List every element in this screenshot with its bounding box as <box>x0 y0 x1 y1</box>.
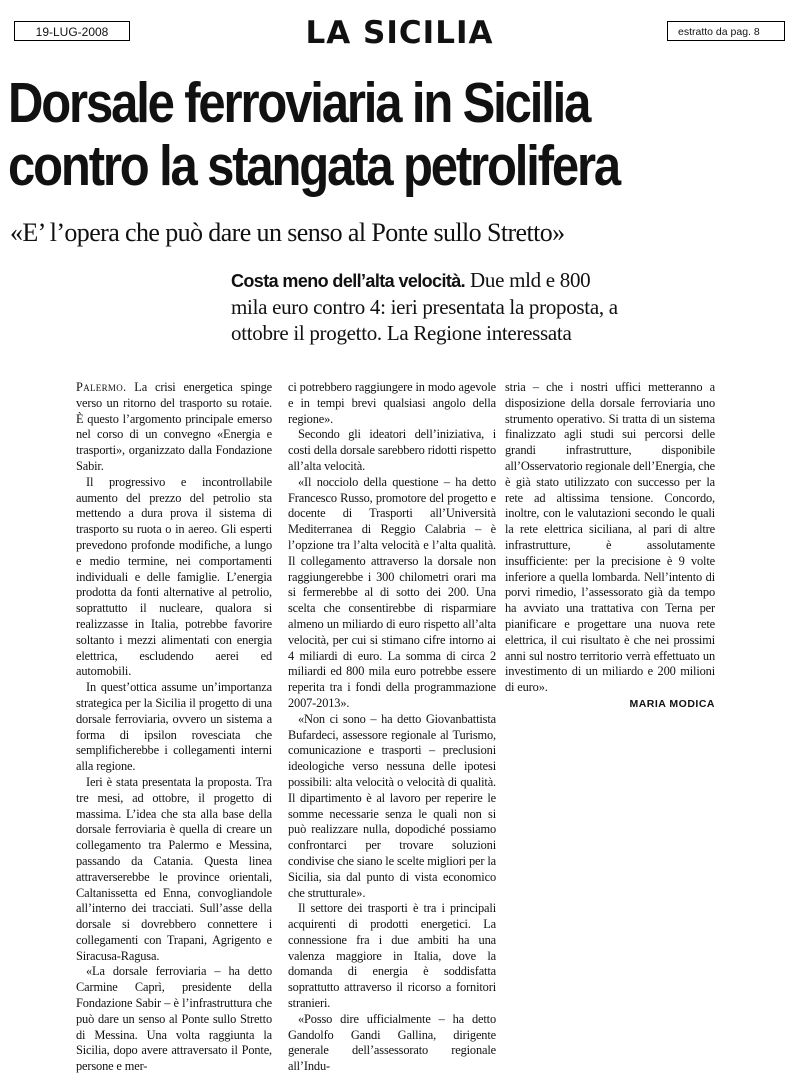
headline-line-2: contro la stangata petrolifera <box>8 134 620 198</box>
paragraph: In quest’ottica assume un’importanza strategica per la Sicilia il progetto di una dorsale ferroviaria, ovvero un sistema a forma di ipsilon rovesciata che semplificherebbe i collegamenti interni alla regione. <box>76 680 272 774</box>
headline <box>8 72 683 198</box>
summary-lead: Costa meno dell’alta velocità. <box>231 271 466 291</box>
article-column-2 <box>288 380 496 1075</box>
page-extract-box: estratto da pag. 8 <box>667 21 785 41</box>
date-box: 19-LUG-2008 <box>14 21 130 41</box>
article-column-3 <box>505 380 715 713</box>
subtitle: «E’ l’opera che può dare un senso al Ponte sullo Stretto» <box>10 218 565 247</box>
paragraph-text: La crisi energetica spinge verso un ritorno del trasporto su rotaie. È questo l’argomento principale emerso nel corso di un convegno «Energia e trasporti», organizzato dalla Fondazione Sabir. <box>76 380 272 473</box>
newspaper-masthead: LA SICILIA <box>305 15 494 51</box>
paragraph: ci potrebbero raggiungere in modo agevole e in tempi brevi qualsiasi angolo della regione». <box>288 380 496 426</box>
author-byline: MARIA MODICA <box>629 697 715 710</box>
summary-text: Due mld e 800 mila euro contro 4: ieri presentata la proposta, a ottobre il progetto. La Regione interessata <box>231 268 618 345</box>
paragraph: Il settore dei trasporti è tra i principali acquirenti di prodotti energetici. La connessione fra i due ambiti ha una valenza maggiore in Italia, dove la domanda di energia è soddisfatta soprattutto attraverso il ricorso a fornitori stranieri. <box>288 901 496 1011</box>
paragraph: «La dorsale ferroviaria – ha detto Carmine Caprì, presidente della Fondazione Sabir – è l’infrastruttura che può dare un senso al Ponte sullo Stretto di Messina. Una volta raggiunta la Sicilia, dopo avere attraversato il Ponte, persone e mer- <box>76 964 272 1074</box>
paragraph: Il progressivo e incontrollabile aumento del prezzo del petrolio sta mettendo a dura prova il sistema di trasporto su ruota o in aereo. Gli esperti prevedono profonde modifiche, a lungo e medio termine, nei comportamenti individuali e delle famiglie. L’energia prodotta da fonti alternative al petrolio, soprattutto il nucleare, qualora si realizzasse in Italia, potrebbe favorire soltanto i mezzi alimentati con energia elettrica, escludendo aerei ed automobili. <box>76 474 272 679</box>
paragraph <box>76 380 272 475</box>
paragraph: Secondo gli ideatori dell’iniziativa, i costi della dorsale sarebbero ridotti rispetto all’alta velocità. <box>288 427 496 473</box>
paragraph: stria – che i nostri uffici metteranno a disposizione della dorsale ferroviaria uno strumento operativo. Si tratta di un sistema finalizzato agli studi sui percorsi delle grandi infrastrutture, disponibile all’Osservatorio regionale dell’Energia, che è già stato utilizzato con successo per la rete ad altissima tensione. Concordo, inoltre, con le valutazioni secondo le quali la rete elettrica siciliana, al pari di altre infrastrutture, è assolutamente insufficiente: per la precisione è 9 volte inferiore a quella lombarda. Nell’intento di porvi rimedio, l’assessorato già da tempo ha avviato una trattativa con Terna per pianificare e progettare una nuova rete elettrica, il cui risultato è che nei prossimi anni sul nostro territorio verrà effettuato un investimento di un miliardo e 200 milioni di euro». <box>505 380 715 695</box>
paragraph: «Non ci sono – ha detto Giovanbattista Bufardeci, assessore regionale al Turismo, comunicazione e trasporti – preclusioni ideologiche verso nessuna delle ipotesi possibili: alta velocità o velocità di qualità. Il dipartimento è al lavoro per reperire le somme necessarie senza le quali non si può realizzare nulla, dopodiché possiamo confrontarci per trovare soluzioni condivise che siano le scelte migliori per la Sicilia, sia dal punto di vista economico che strutturale». <box>288 711 496 900</box>
summary <box>231 267 631 346</box>
article-column-1 <box>76 380 272 1075</box>
headline-line-1: Dorsale ferroviaria in Sicilia <box>8 71 590 135</box>
paragraph: Ieri è stata presentata la proposta. Tra tre mesi, ad ottobre, il progetto di massima. L’idea che sta alla base della dorsale ferroviaria è quella di creare un collegamento tra Palermo e Messina, passando da Catania. Questa linea attraverserebbe le province orientali, Caltanissetta ed Enna, convogliandole all’interno dei tracciati. Sull’asse della dorsale si dovrebbero connettere i collegamenti con Trapani, Agrigento e Siracusa-Ragusa. <box>76 774 272 963</box>
paragraph: «Il nocciolo della questione – ha detto Francesco Russo, promotore del progetto e docente di Trasporti all’Università Mediterranea di Reggio Calabria – è l’opzione tra l’alta velocità e l’alta qualità. Il collegamento attraverso la dorsale non raggiungerebbe i 300 chilometri orari ma si fermerebbe al di sotto dei 200. Una scelta che consentirebbe di risparmiare almeno un miliardo di euro rispetto all’alta velocità, per cui si stimano cifre intorno ai 4 miliardi di euro. La somma di circa 2 miliardi ed 800 mila euro potrebbe essere reperita tra i fondi della programmazione 2007-2013». <box>288 474 496 710</box>
paragraph: «Posso dire ufficialmente – ha detto Gandolfo Gandi Gallina, dirigente generale dell’assessorato regionale all’Indu- <box>288 1011 496 1074</box>
dateline: Palermo. <box>76 380 127 394</box>
